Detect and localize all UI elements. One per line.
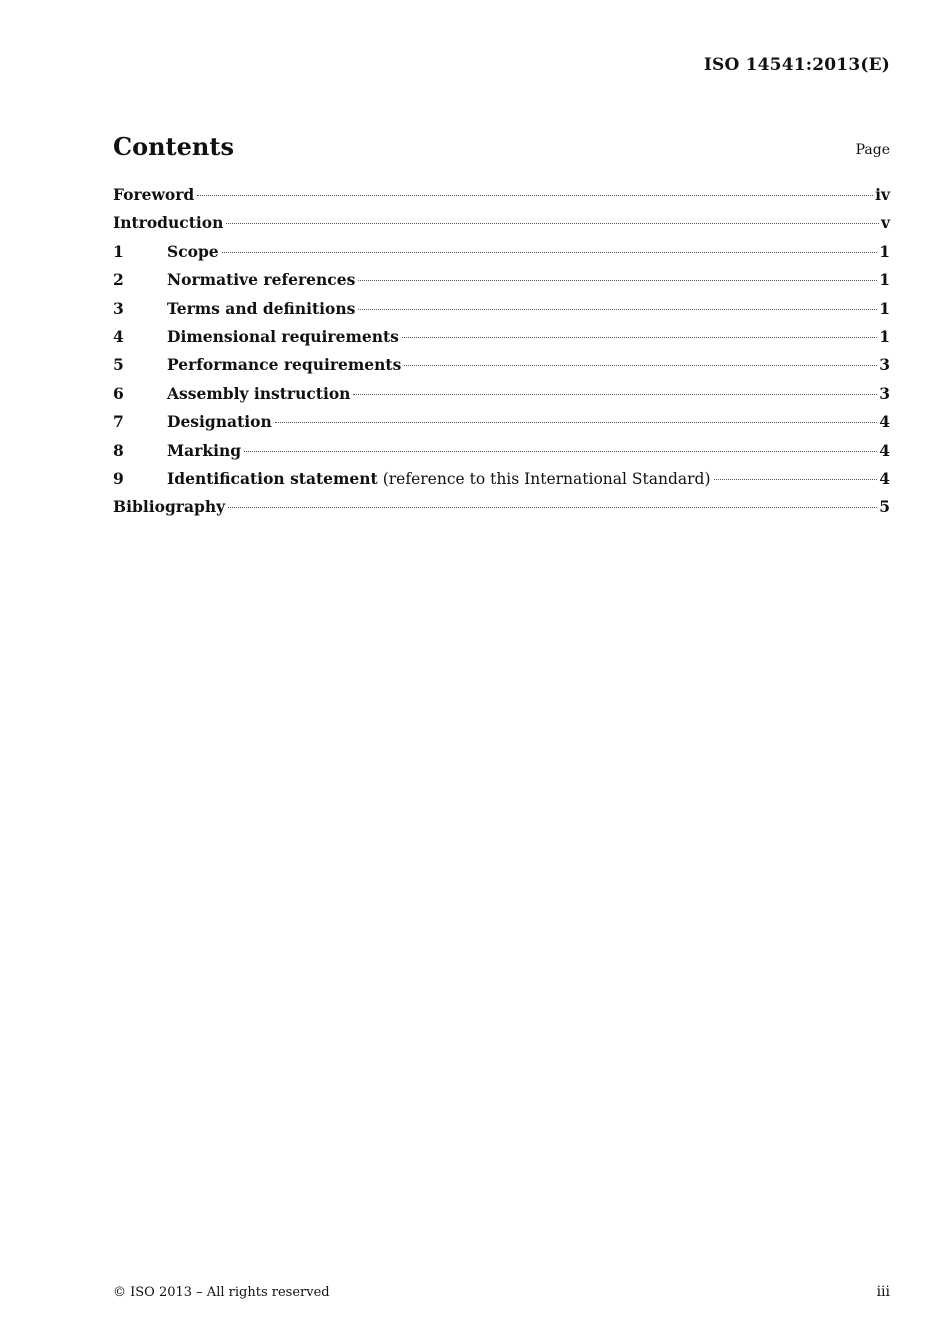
footer-page-number: iii: [876, 1284, 890, 1300]
toc-entry-number: 4: [113, 326, 124, 346]
contents-title: Contents: [113, 132, 234, 161]
toc-entry-page: v: [880, 213, 890, 233]
toc-entry-number: 7: [113, 412, 124, 432]
toc-entry[interactable]: [113, 299, 890, 327]
toc-entry-title: Performance requirements: [167, 355, 402, 375]
toc-dot-leader: [353, 394, 877, 395]
toc-dot-leader: [244, 451, 877, 452]
toc-entry-title: Foreword: [113, 185, 195, 204]
toc-entry-title: Bibliography: [113, 497, 226, 517]
footer-copyright: © ISO 2013 – All rights reserved: [113, 1285, 330, 1300]
toc-entry-title: Terms and definitions: [167, 298, 356, 318]
toc-entry[interactable]: [113, 497, 890, 525]
toc-entry-page: 3: [879, 383, 890, 403]
toc-entry[interactable]: [113, 384, 890, 412]
toc-entry-title: Normative references: [167, 270, 356, 290]
toc-dot-leader: [228, 507, 877, 508]
toc-entry-page: 1: [879, 326, 890, 346]
toc-entry-page: 4: [879, 468, 890, 488]
toc-entry-number: 2: [113, 270, 124, 290]
toc-entry-title: Scope: [167, 241, 219, 261]
toc-dot-leader: [358, 309, 877, 310]
toc-entry-title: Assembly instruction: [167, 383, 351, 403]
toc-entry-page: 1: [879, 270, 890, 290]
toc-entry-title: Marking: [167, 440, 242, 460]
toc-entry[interactable]: [113, 469, 890, 497]
toc-entry[interactable]: [113, 242, 890, 270]
toc-entry-page: 4: [879, 412, 890, 432]
toc-entry[interactable]: [113, 412, 890, 440]
toc-entry-page: iv: [875, 185, 890, 204]
page-column-label: Page: [855, 142, 890, 158]
toc-entry-number: 9: [113, 468, 124, 488]
toc-entry-number: 5: [113, 355, 124, 375]
toc-entry-page: 3: [879, 355, 890, 375]
table-of-contents: [113, 185, 890, 526]
toc-dot-leader: [714, 479, 878, 480]
toc-dot-leader: [404, 365, 877, 366]
toc-entry-title: Introduction: [113, 213, 224, 233]
toc-entry-number: 8: [113, 440, 124, 460]
toc-entry-page: 1: [879, 298, 890, 318]
toc-entry-subtitle: (reference to this International Standard): [382, 469, 711, 488]
toc-dot-leader: [358, 280, 877, 281]
toc-dot-leader: [197, 195, 873, 196]
toc-dot-leader: [275, 422, 877, 423]
contents-header: [113, 132, 890, 164]
toc-entry-title: Dimensional requirements: [167, 326, 399, 346]
toc-entry[interactable]: [113, 270, 890, 298]
toc-entry-number: 6: [113, 383, 124, 403]
document-id: ISO 14541:2013(E): [703, 55, 890, 75]
toc-entry-number: 1: [113, 241, 124, 261]
toc-dot-leader: [222, 252, 878, 253]
toc-dot-leader: [226, 223, 879, 224]
toc-entry-page: 5: [879, 497, 890, 517]
toc-entry-title: Identification statement: [167, 468, 378, 488]
toc-entry[interactable]: [113, 355, 890, 383]
toc-entry[interactable]: [113, 327, 890, 355]
toc-entry[interactable]: [113, 213, 890, 241]
toc-entry-title: Designation: [167, 412, 272, 432]
toc-entry[interactable]: [113, 185, 890, 213]
toc-entry[interactable]: [113, 441, 890, 469]
toc-entry-page: 1: [879, 241, 890, 261]
toc-dot-leader: [402, 337, 877, 338]
toc-entry-page: 4: [879, 440, 890, 460]
toc-entry-number: 3: [113, 298, 124, 318]
